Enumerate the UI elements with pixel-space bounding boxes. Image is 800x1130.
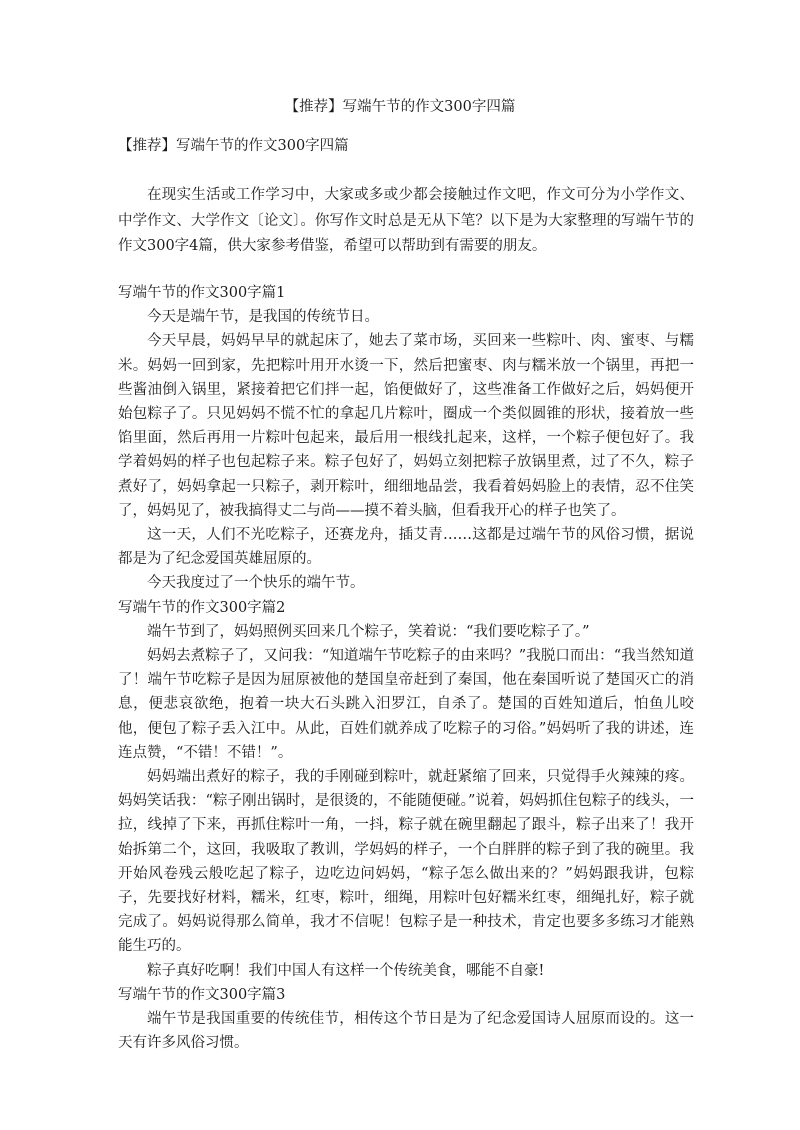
essay-heading: 写端午节的作文300字篇3 — [118, 986, 286, 1003]
essay-heading: 写端午节的作文300字篇2 — [118, 599, 286, 616]
essay-paragraph: 粽子真好吃啊！我们中国人有这样一个传统美食，哪能不自豪! — [147, 962, 545, 979]
intro-paragraph: 在现实生活或工作学习中，大家或多或少都会接触过作文吧，作文可分为小学作文、中学作文、大学作文〔论文〕。你写作文时总是无从下笔？以下是为大家整理的写端午节的作文300字4篇，供大家参考借鉴，希望可以帮助到有需要的朋友。 — [118, 187, 694, 254]
essays-section — [118, 281, 694, 1056]
essay-paragraph: 妈妈端出煮好的粽子，我的手刚碰到粽叶，就赶紧缩了回来，只觉得手火辣辣的疼。妈妈笑话我：“粽子刚出锅时，是很烫的，不能随便碰。”说着，妈妈抓住包粽子的线头，一拉，线掉了下来，再抓住粽叶一角，一抖，粽子就在碗里翻起了跟斗，粽子出来了！我开始拆第二个，这回，我吸取了教训，学妈妈的样子，一个白胖胖的粽子到了我的碗里。我开始风卷残云般吃起了粽子，边吃边问妈妈，“粽子怎么做出来的？”妈妈跟我讲，包粽子，先要找好材料，糯米，红枣，粽叶，细绳，用粽叶包好糯米红枣，细绳扎好，粽子就完成了。妈妈说得那么简单，我才不信呢！包粽子是一种技术，肯定也要多多练习才能熟能生巧的。 — [118, 769, 694, 955]
essay-paragraph: 今天早晨，妈妈早早的就起床了，她去了菜市场，买回来一些粽叶、肉、蜜枣、与糯米。妈妈一回到家，先把粽叶用开水烫一下，然后把蜜枣、肉与糯米放一个锅里，再把一些酱油倒入锅里，紧接着把它们拌一起，馅便做好了，这些准备工作做好之后，妈妈便开始包粽子了。只见妈妈不慌不忙的拿起几片粽叶，圈成一个类似圆锥的形状，接着放一些馅里面，然后再用一片粽叶包起来，最后用一根线扎起来，这样，一个粽子便包好了。我学着妈妈的样子也包起粽子来。粽子包好了，妈妈立刻把粽子放锅里煮，过了不久，粽子煮好了，妈妈拿起一只粽子，剥开粽叶，细细地品尝，我看着妈妈脸上的表情，忍不住笑了，妈妈见了，被我搞得丈二与尚——摸不着头脑，但看我开心的样子也笑了。 — [118, 333, 694, 519]
essay-paragraph: 今天我度过了一个快乐的端午节。 — [147, 575, 365, 592]
essay-paragraph: 今天是端午节，是我国的传统节日。 — [147, 309, 379, 326]
essay-1 — [118, 281, 694, 596]
document-subtitle: 【推荐】写端午节的作文300字四篇 — [118, 138, 349, 154]
essay-paragraph: 端午节是我国重要的传统佳节，相传这个节日是为了纪念爱国诗人屈原而设的。这一天有许多风俗习惯。 — [118, 1011, 694, 1052]
intro-section — [118, 183, 694, 260]
essay-paragraph: 这一天，人们不光吃粽子，还赛龙舟，插艾青……这都是过端午节的风俗习惯，据说都是为了纪念爱国英雄屈原的。 — [118, 527, 694, 568]
document-title: 【推荐】写端午节的作文300字四篇 — [284, 99, 516, 115]
essay-paragraph: 妈妈去煮粽子了，又问我：“知道端午节吃粽子的由来吗？”我脱口而出：“我当然知道了！端午节吃粽子是因为屈原被他的楚国皇帝赶到了秦国，他在秦国听说了楚国灭亡的消息，便悲哀欲绝，抱着一块大石头跳入汨罗江，自杀了。楚国的百姓知道后，怕鱼儿咬他，便包了粽子丢入江中。从此，百姓们就养成了吃粽子的习俗。”妈妈听了我的讲述，连连点赞，“不错！不错！”。 — [118, 648, 694, 761]
essay-3 — [118, 983, 694, 1056]
essay-paragraph: 端午节到了，妈妈照例买回来几个粽子，笑着说：“我们要吃粽子了。” — [147, 623, 590, 640]
essay-heading: 写端午节的作文300字篇1 — [118, 285, 286, 301]
essay-2 — [118, 596, 694, 983]
